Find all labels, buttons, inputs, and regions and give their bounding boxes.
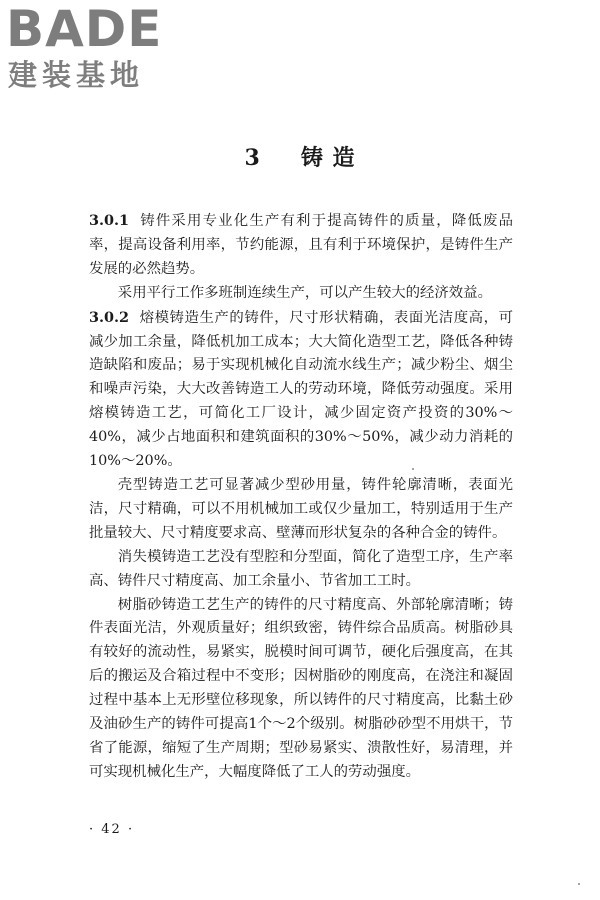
paragraph [89, 209, 513, 282]
paragraph [89, 306, 513, 474]
paragraph-text: 树脂砂铸造工艺生产的铸件的尺寸精度高、外部轮廓清晰；铸件表面光洁，外观质量好；组织致密，铸件综合品质高。树脂砂具有较好的流动性，易紧实，脱模时间可调节，硬化后强度高，在其后的搬运及合箱过程中不变形；因树脂砂的刚度高，在浇注和凝固过程中基本上无形壁位移现象，所以铸件的尺寸精度高，比黏土砂及油砂生产的铸件可提高1个～2个级别。树脂砂砂型不用烘干，节省了能源，缩短了生产周期；型砂易紧实、溃散性好，易清理，并可实现机械化生产，大幅度降低了工人的劳动强度。 [89, 596, 513, 780]
scan-speck [412, 468, 414, 470]
chapter-number: 3 [244, 145, 261, 171]
paragraph [89, 546, 513, 594]
clause-number: 3.0.1 [89, 212, 130, 229]
paragraph-text: 消失模铸造工艺没有型腔和分型面，简化了造型工序，生产率高、铸件尺寸精度高、加工余量小、节省加工工时。 [89, 548, 513, 589]
page-number: · 42 · [89, 822, 135, 837]
chapter-title [0, 143, 600, 173]
logo-brand: BADE [6, 0, 163, 58]
paragraph-text: 采用平行工作多班制连续生产，可以产生较大的经济效益。 [117, 284, 492, 301]
logo [6, 0, 176, 96]
paragraph-text: 铸件采用专业化生产有利于提高铸件的质量，降低废品率，提高设备利用率，节约能源，且有利于环境保护，是铸件生产发展的必然趋势。 [89, 213, 513, 277]
chapter-name: 铸 造 [300, 145, 356, 171]
paragraph-text: 熔模铸造生产的铸件，尺寸形状精确，表面光洁度高，可减少加工余量，降低机加工成本；大大简化造型工艺，降低各种铸造缺陷和废品；易于实现机械化自动流水线生产；减少粉尘、烟尘和噪声污染，大大改善铸造工人的劳动环境，降低劳动强度。采用熔模铸造工艺，可简化工厂设计，减少固定资产投资的30%～40%，减少占地面积和建筑面积的30%～50%，减少动力消耗的10%～20%。 [89, 309, 513, 470]
clause-number: 3.0.2 [89, 308, 130, 326]
logo-subtitle: 建装基地 [8, 58, 145, 92]
paragraph [89, 474, 513, 546]
paragraph-text: 壳型铸造工艺可显著减少型砂用量，铸件轮廓清晰，表面光洁，尺寸精确，可以不用机械加工或仅少量加工，特别适用于生产批量较大、尺寸精度要求高、壁薄而形状复杂的各种合金的铸件。 [89, 476, 513, 541]
body-text [89, 209, 513, 785]
paragraph [89, 282, 513, 306]
scan-speck [578, 883, 580, 885]
paragraph [89, 594, 513, 785]
